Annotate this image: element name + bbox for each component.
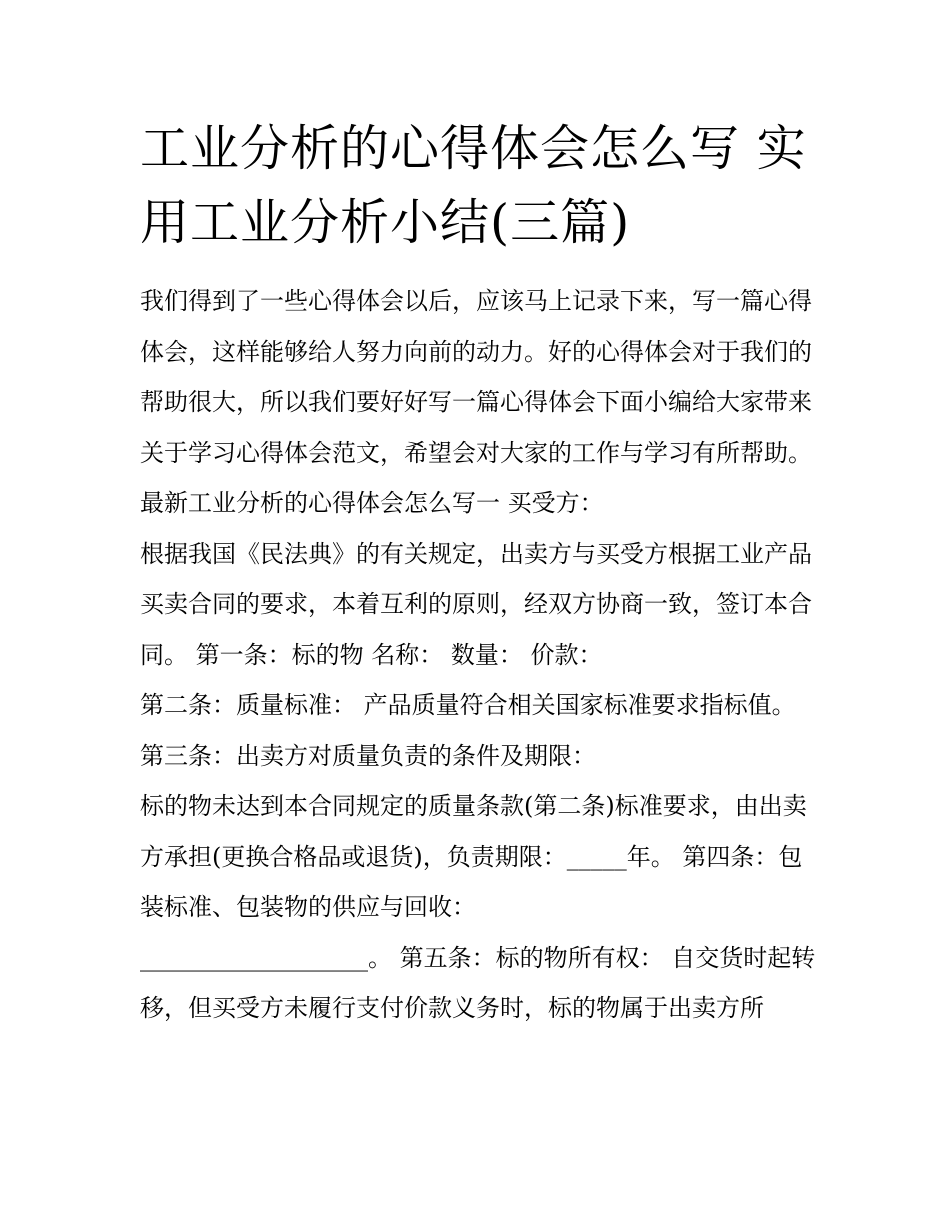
document-page [140,112,820,1034]
quality-standard-paragraph: 第二条：质量标准： 产品质量符合相关国家标准要求指标值。 第三条：出卖方对质量负责的条件及期限： [140,691,796,770]
document-body [140,276,820,1034]
document-title: 工业分析的心得体会怎么写 实用工业分析小结(三篇) [140,120,807,251]
contract-preamble-paragraph: 根据我国《民法典》的有关规定，出卖方与买受方根据工业产品买卖合同的要求，本着互利的原则，经双方协商一致，签订本合同。 第一条：标的物 名称： 数量： 价款： [140,539,812,669]
ownership-paragraph: ___________________。 第五条：标的物所有权： 自交货时起转移，但买受方未履行支付价款义务时，标的物属于出卖方所 [140,943,816,1022]
intro-paragraph: 我们得到了一些心得体会以后，应该马上记录下来，写一篇心得体会，这样能够给人努力向前的动力。好的心得体会对于我们的帮助很大，所以我们要好好写一篇心得体会下面小编给大家带来关于学习心得体会范文，希望会对大家的工作与学习有所帮助。 [140,287,812,467]
section-heading-paragraph: 最新工业分析的心得体会怎么写一 买受方： [140,489,604,517]
quality-responsibility-paragraph: 标的物未达到本合同规定的质量条款(第二条)标准要求，由出卖方承担(更换合格品或退货)，负责期限：_____年。 第四条：包装标准、包装物的供应与回收： [140,792,807,921]
